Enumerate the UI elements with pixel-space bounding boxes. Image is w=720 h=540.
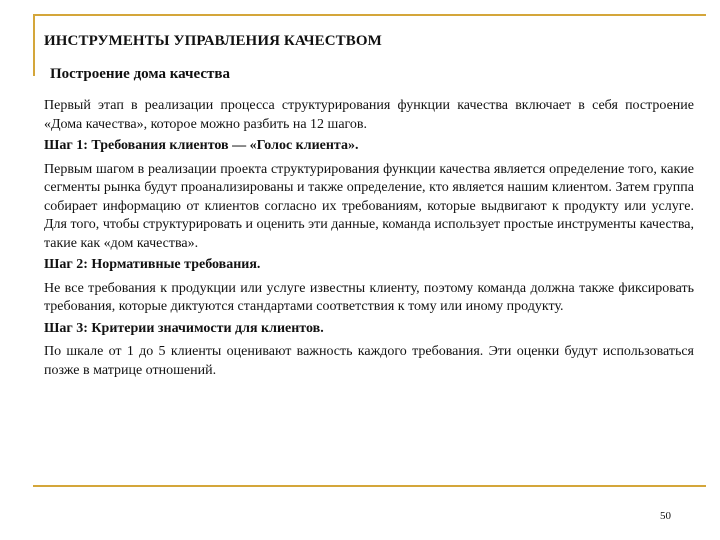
left-accent-line — [33, 14, 35, 76]
step-2-heading: Шаг 2: Нормативные требования. — [44, 257, 261, 272]
step-1-text: Первым шагом в реализации проекта структурирования функции качества является определение того, какие сегменты рынка будут проанализированы и также определение, кто является нашим клиентом. Затем группа собирает информацию от клиентов согласно их требованиям, которые выдвигают к продукту или услуге. Для того, чтобы структурировать и оценить эти данные, команда использует простые инструменты качества, такие как «дом качества». — [44, 161, 694, 251]
step-1-heading: Шаг 1: Требования клиентов — «Голос клиента». — [44, 138, 359, 153]
intro-paragraph: Первый этап в реализации процесса структурирования функции качества включает в себя построение «Дома качества», которое можно разбить на 12 шагов. — [44, 98, 694, 132]
page-number: 50 — [660, 510, 671, 522]
bottom-accent-line — [33, 485, 706, 487]
top-accent-line — [33, 14, 706, 16]
slide-title: ИНСТРУМЕНТЫ УПРАВЛЕНИЯ КАЧЕСТВОМ — [44, 33, 382, 49]
slide-content — [44, 97, 694, 380]
step-3-text: По шкале от 1 до 5 клиенты оценивают важность каждого требования. Эти оценки будут использоваться позже в матрице отношений. — [44, 344, 694, 378]
slide-subtitle: Построение дома качества — [50, 66, 230, 82]
step-2-text: Не все требования к продукции или услуге известны клиенту, поэтому команда должна также фиксировать требования, которые диктуются стандартами соответствия к тому или иному продукту. — [44, 280, 694, 314]
step-3-heading: Шаг 3: Критерии значимости для клиентов. — [44, 320, 324, 336]
